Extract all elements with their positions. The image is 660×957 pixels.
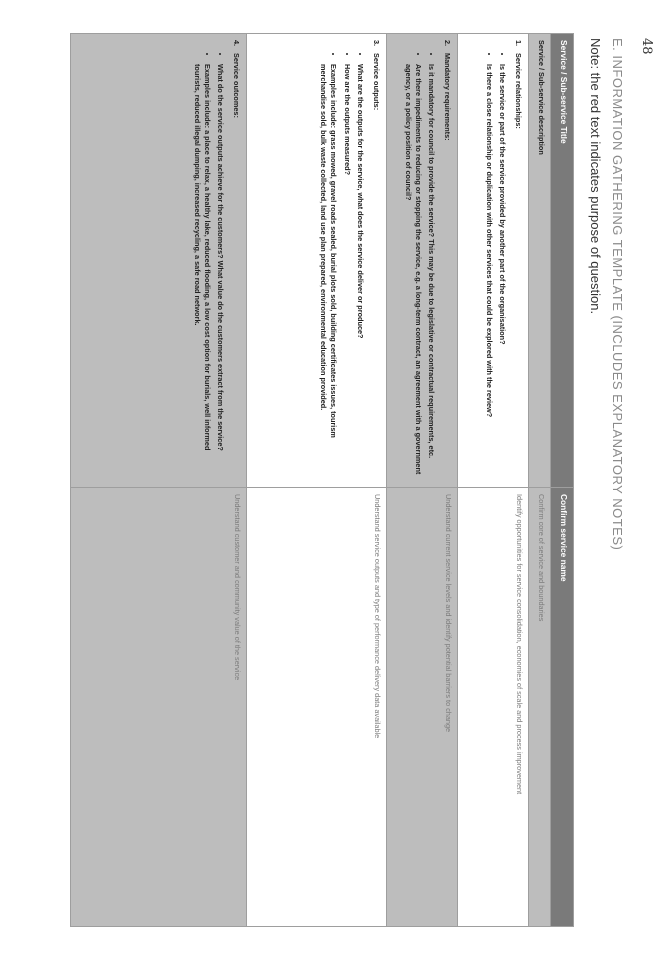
section-title (371, 40, 381, 481)
header-confirm-service-name: Confirm service name (551, 488, 574, 927)
question-cell (458, 34, 529, 488)
question-item: • How are the outputs measured? (342, 64, 352, 481)
table-row (387, 34, 458, 927)
document-note: Note: the red text indicates purpose of question. (588, 38, 603, 315)
section-title (513, 40, 523, 481)
service-description-label: Service / Sub-service description (529, 34, 551, 488)
page-number: 48 (639, 38, 654, 55)
table-header-row (551, 34, 574, 927)
question-item: • What are the outputs for the service, what does the service deliver or produce? (356, 64, 366, 481)
question-item: • Are there impediments to reducing or stopping the service, e.g. a long-term contract, an agreement with a government agency, or a policy position of council? (404, 64, 423, 481)
question-cell (71, 34, 247, 488)
section-number: 1. (514, 40, 523, 47)
service-description-purpose: Confirm core of service and boundaries (529, 488, 551, 927)
purpose-text: Understand service outputs and type of performance delivery data available (247, 488, 387, 927)
table-description-row (529, 34, 551, 927)
question-list (484, 40, 507, 481)
information-gathering-table (70, 33, 574, 927)
purpose-text: Understand customer and community value of the service (71, 488, 247, 927)
document-heading: E. INFORMATION GATHERING TEMPLATE (INCLUDES EXPLANATORY NOTES) (610, 38, 625, 551)
question-cell (387, 34, 458, 488)
table-row (71, 34, 247, 927)
section-number: 2. (443, 40, 452, 47)
section-label: Service outcomes: (232, 53, 241, 118)
table-row (247, 34, 387, 927)
question-item: • Examples include: grass mowed, gravel roads sealed, burial plots sold, building certificates issues, tourism merchandise sold, bulk waste collected, land use plan prepared, environmental education provided. (319, 64, 338, 481)
question-item: • Is it mandatory for council to provide the service? This may be due to legislative or contractual requirements, etc. (427, 64, 437, 481)
question-cell (247, 34, 387, 488)
section-label: Service relationships: (514, 53, 523, 129)
table-row (458, 34, 529, 927)
section-title (442, 40, 452, 481)
section-label: Service outputs: (372, 53, 381, 111)
question-item: • Is there a close relationship or duplication with other services that could be explored with the review? (484, 64, 494, 481)
section-number: 3. (372, 40, 381, 47)
question-item: • What do the service outputs achieve for the customers? What value do the customers extract from the service? (216, 64, 226, 481)
question-item: • Examples include: a place to relax, a healthy lake, reduced flooding, a low cost option for burials, well informed tourists, reduced illegal dumping, increased recycling, a safe road network. (193, 64, 212, 481)
question-list (404, 40, 437, 481)
question-item: • Is the service or part of the service provided by another part of the organisation? (498, 64, 508, 481)
section-number: 4. (232, 40, 241, 47)
section-title (231, 40, 241, 481)
question-list (319, 40, 366, 481)
question-list (193, 40, 226, 481)
purpose-text: Identify opportunities for service consolidation, economies of scale and process improvement (458, 488, 529, 927)
section-label: Mandatory requirements: (443, 53, 452, 141)
purpose-text: Understand current service levels and identify potential barriers to change (387, 488, 458, 927)
header-service-title: Service / Sub-service Title (551, 34, 574, 488)
